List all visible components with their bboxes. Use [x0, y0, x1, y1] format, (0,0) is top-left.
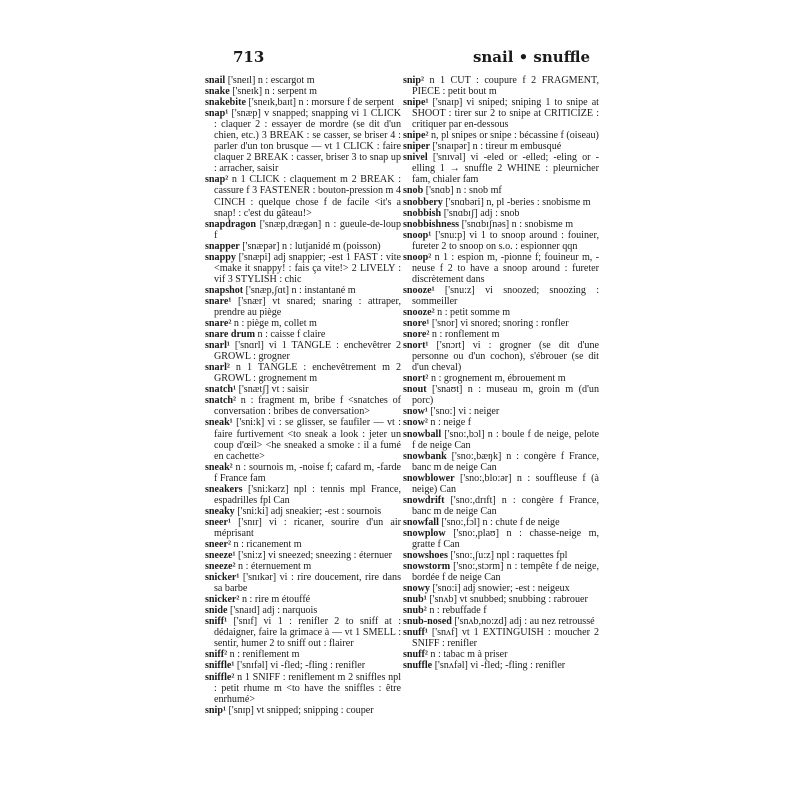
dictionary-entry: [403, 660, 599, 671]
definition: n 1 : espion m, -pionne f; fouineur m, -neuse f 2 to have a snoop around : fureter discrètement dans: [412, 251, 599, 285]
definition: ['snu:z] vi snoozed; snoozing : sommeiller: [412, 284, 599, 307]
dictionary-entry: [205, 75, 401, 86]
headword: snowball: [403, 428, 442, 440]
dictionary-entry: [403, 528, 599, 550]
dictionary-entry: [403, 495, 599, 517]
dictionary-entry: [205, 649, 401, 660]
dictionary-entry: [205, 517, 401, 539]
right-column: [403, 75, 599, 755]
headword: snowstorm: [403, 561, 451, 573]
headword: snowshoes: [403, 550, 448, 562]
headword: snake: [205, 86, 230, 98]
definition: ['sneɪk,baɪt] n : morsure f de serpent: [245, 97, 395, 109]
dictionary-entry: [403, 318, 599, 329]
definition: ['sno:,drɪft] n : congère f France, banc m de neige Can: [412, 494, 599, 517]
dictionary-entry: [403, 583, 599, 594]
definition: n : neige f: [427, 417, 472, 429]
dictionary-entry: [403, 130, 599, 141]
headword: snuff²: [403, 649, 428, 661]
dictionary-entry: [403, 517, 599, 528]
definition: n : sournois m, -noise f; cafard m, -farde f France fam: [214, 461, 401, 484]
dictionary-entry: [403, 230, 599, 252]
definition: n : rire m étouffé: [239, 594, 311, 606]
dictionary-entry: [205, 340, 401, 362]
definition: ['sno:i] adj snowier; -est : neigeux: [429, 583, 570, 595]
definition: ['snɑbɪʃnəs] n : snobisme m: [459, 218, 574, 230]
headword: snow¹: [403, 406, 428, 418]
definition: ['snʌb] vt snubbed; snubbing : rabrouer: [426, 594, 588, 606]
dictionary-entry: [205, 616, 401, 649]
dictionary-entry: [403, 627, 599, 649]
headword: sniff¹: [205, 616, 228, 628]
dictionary-entry: [403, 219, 599, 230]
headword: snare drum: [205, 329, 256, 341]
dictionary-entry: [403, 406, 599, 417]
dictionary-entry: [403, 75, 599, 97]
definition: ['sno:,bæŋk] n : congère f France, banc m de neige Can: [412, 450, 599, 473]
definition: ['snɪp] vt snipped; snipping : couper: [226, 704, 374, 716]
dictionary-entry: [403, 197, 599, 208]
dictionary-entry: [205, 594, 401, 605]
dictionary-entry: [205, 672, 401, 705]
definition: ['snæpər] n : lutjanidé m (poisson): [239, 240, 381, 252]
headword: snowplow: [403, 527, 446, 539]
dictionary-entry: [403, 417, 599, 428]
definition: ['snɪfəl] vi -fled; -fling : renifler: [234, 660, 366, 672]
headword: snobbishness: [403, 218, 460, 230]
headword: snob: [403, 185, 424, 197]
definition: ['snʌb,no:zd] adj : au nez retroussé: [451, 616, 595, 628]
headword: snicker²: [205, 594, 240, 606]
dictionary-entry: [205, 241, 401, 252]
headword: snapdragon: [205, 218, 257, 230]
definition: n 1 CUT : coupure f 2 FRAGMENT, PIECE : petit bout m: [412, 75, 599, 98]
headword: sniff²: [205, 649, 228, 661]
dictionary-entry: [403, 605, 599, 616]
headword: sneakers: [205, 483, 243, 495]
headword: snooze¹: [403, 284, 435, 296]
definition: ['snɑbəri] n, pl -beries : snobisme m: [442, 196, 591, 208]
headword: snort¹: [403, 340, 429, 352]
headword: snuff¹: [403, 627, 428, 639]
headword: snapshot: [205, 284, 244, 296]
dictionary-entry: [403, 649, 599, 660]
headword: snub¹: [403, 594, 427, 606]
definition: ['snɪr] vi : ricaner, sourire d'un air méprisant: [214, 516, 401, 539]
headword: snoop¹: [403, 229, 432, 241]
dictionary-entry: [205, 484, 401, 506]
dictionary-entry: [205, 384, 401, 395]
definition: ['sno:,stɔrm] n : tempête f de neige, bordée f de neige Can: [412, 561, 599, 584]
dictionary-entry: [403, 329, 599, 340]
headword: snowbank: [403, 450, 447, 462]
definition: ['snætʃ] vt : saisir: [236, 384, 309, 396]
definition: ['sno:,plaʊ] n : chasse-neige m, gratte f Can: [412, 527, 599, 550]
headword: snarl¹: [205, 340, 230, 352]
definition: ['snɪkər] vi : rire doucement, rire dans sa barbe: [214, 572, 401, 595]
definition: n : piège m, collet m: [231, 318, 317, 330]
definition: ['snɑrl] vi 1 TANGLE : enchevêtrer 2 GROWL : grogner: [214, 340, 401, 363]
dictionary-entry: [403, 307, 599, 318]
dictionary-entry: [403, 429, 599, 451]
dictionary-entry: [403, 185, 599, 196]
definition: ['snæpi] adj snappier; -est 1 FAST : vite <make it snappy! : fais ça vite!> 2 LIVELY : vif 3 STYLISH : chic: [214, 251, 401, 285]
dictionary-entry: [205, 86, 401, 97]
headword: snatch¹: [205, 384, 237, 396]
definition: ['snu:p] vi 1 to snoop around : fouiner, fureter 2 to snoop on s.o. : espionner qqn: [412, 229, 599, 252]
headword: snapper: [205, 240, 240, 252]
definition: n : ronflement m: [429, 329, 500, 341]
dictionary-entry: [205, 219, 401, 241]
definition: ['sno:] vi : neiger: [427, 406, 500, 418]
page-number: 713: [233, 48, 265, 66]
dictionary-entry: [205, 539, 401, 550]
dictionary-entry: [403, 252, 599, 285]
dictionary-entry: [205, 108, 401, 174]
headword: snakebite: [205, 97, 246, 109]
headword: sneaky: [205, 505, 235, 517]
headword: snoop²: [403, 251, 432, 263]
headword: sneak²: [205, 461, 233, 473]
definition: n, pl snipes or snipe : bécassine f (oiseau): [428, 130, 599, 142]
headword: snowblower: [403, 472, 455, 484]
definition: ['snʌf] vt 1 EXTINGUISH : moucher 2 SNIFF : renifler: [412, 627, 599, 650]
definition: ['snʌfəl] vi -fled; -fling : renifler: [432, 660, 566, 672]
definition: ['sno:,bɔl] n : boule f de neige, pelote f de neige Can: [412, 428, 599, 451]
dictionary-entry: [205, 318, 401, 329]
definition: ['sno:,fɔl] n : chute f de neige: [438, 516, 560, 528]
dictionary-entry: [205, 550, 401, 561]
headword: snappy: [205, 251, 236, 263]
definition: n 1 TANGLE : enchevêtrement m 2 GROWL : grognement m: [214, 362, 401, 385]
dictionary-entry: [205, 705, 401, 716]
headword: snicker¹: [205, 572, 240, 584]
headword: snub²: [403, 605, 427, 617]
dictionary-entry: [205, 252, 401, 285]
dictionary-entry: [403, 616, 599, 627]
definition: n : caisse f claire: [255, 329, 326, 341]
dictionary-entry: [403, 373, 599, 384]
headword: snuffle: [403, 660, 433, 672]
definition: ['snɔrt] vi : grogner (se dit d'une personne ou d'un cochon), s'ébrouer (se dit d'un cheval): [412, 340, 599, 374]
definition: n : reniflement m: [227, 649, 300, 661]
dictionary-entry: [403, 561, 599, 583]
dictionary-entry: [403, 97, 599, 130]
headword: snooze²: [403, 306, 435, 318]
definition: ['snor] vi snored; snoring : ronfler: [429, 318, 569, 330]
dictionary-entry: [403, 208, 599, 219]
headword: sniffle²: [205, 671, 235, 683]
headword: sniffle¹: [205, 660, 235, 672]
left-column: [205, 75, 401, 755]
definition: n : petit somme m: [434, 306, 511, 318]
definition: n : éternuement m: [235, 561, 312, 573]
definition: ['sneɪk] n : serpent m: [229, 86, 318, 98]
definition: ['sni:ki] adj sneakier; -est : sournois: [234, 505, 382, 517]
dictionary-entry: [205, 462, 401, 484]
definition: ['snaɪpər] n : tireur m embusqué: [429, 141, 562, 153]
headword: snap¹: [205, 108, 229, 120]
definition: n 1 CLICK : claquement m 2 BREAK : cassure f 3 FASTENER : bouton-pression m 4 CINCH : quelque chose f de facile <it's a snap! : c'est du gâteau!>: [214, 174, 401, 219]
dictionary-entry: [403, 141, 599, 152]
dictionary-entry: [205, 660, 401, 671]
headword: snowy: [403, 583, 430, 595]
definition: ['snær] vt snared; snaring : attraper, prendre au piège: [214, 295, 401, 318]
headword: snort²: [403, 373, 429, 385]
headword: snare²: [205, 318, 232, 330]
dictionary-entry: [205, 417, 401, 461]
headword: snarl²: [205, 362, 230, 374]
dictionary-entry: [205, 329, 401, 340]
dictionary-entry: [403, 152, 599, 185]
headword: snare¹: [205, 295, 232, 307]
dictionary-entry: [205, 97, 401, 108]
headword: snore²: [403, 329, 430, 341]
definition: n : rebuffade f: [426, 605, 487, 617]
definition: ['snaɪp] vi sniped; sniping 1 to snipe at SHOOT : tirer sur 2 to snipe at CRITICIZE : critiquer par en-dessous: [412, 97, 599, 131]
definition: ['snaʊt] n : museau m, groin m (d'un porc): [412, 384, 599, 407]
headword: snow²: [403, 417, 428, 429]
headword: sneeze¹: [205, 550, 236, 562]
definition: ['sneɪl] n : escargot m: [225, 75, 315, 86]
headword: snivel: [403, 152, 428, 164]
dictionary-entry: [403, 340, 599, 373]
dictionary-entry: [205, 506, 401, 517]
headword: snail: [205, 75, 226, 86]
dictionary-entry: [205, 572, 401, 594]
headword: snobbery: [403, 196, 443, 208]
definition: ['sni:kərz] npl : tennis mpl France, espadrilles fpl Can: [214, 483, 401, 506]
definition: ['sno:,ʃu:z] npl : raquettes fpl: [447, 550, 568, 562]
dictionary-entry: [205, 362, 401, 384]
dictionary-entry: [205, 605, 401, 616]
dictionary-entry: [403, 594, 599, 605]
headword: snide: [205, 605, 228, 617]
headword: snipe²: [403, 130, 429, 142]
dictionary-entry: [403, 451, 599, 473]
headword: snipe¹: [403, 97, 429, 109]
dictionary-entry: [205, 174, 401, 218]
dictionary-entry: [205, 296, 401, 318]
dictionary-entry: [403, 473, 599, 495]
dictionary-entry: [205, 561, 401, 572]
headword: sniper: [403, 141, 430, 153]
dictionary-entry: [403, 285, 599, 307]
dictionary-entry: [205, 395, 401, 417]
dictionary-entry: [205, 285, 401, 296]
headword: snip²: [403, 75, 424, 86]
definition: ['sni:z] vi sneezed; sneezing : éternuer: [235, 550, 393, 562]
definition: ['snaɪd] adj : narquois: [227, 605, 318, 617]
dictionary-entry: [403, 550, 599, 561]
definition: ['snæp,ʃɑt] n : instantané m: [243, 284, 356, 296]
definition: ['sni:k] vi : se glisser, se faufiler — vt : faire furtivement <to sneak a look : jeter un coup d'œil> <he sneaked a smoke : il a fumé en cachette>: [214, 417, 401, 462]
running-head: snail • snuffle: [472, 48, 590, 66]
definition: ['snɪvəl] vi -eled or -elled; -eling or -elling 1 → snuffle 2 WHINE : pleurnicher fam, chialer fam: [412, 152, 599, 186]
headword: snub-nosed: [403, 616, 452, 628]
headword: sneer¹: [205, 516, 232, 528]
definition: ['sno:,blo:ər] n : souffleuse f (à neige) Can: [412, 472, 599, 495]
headword: snout: [403, 384, 427, 396]
headword: snip¹: [205, 704, 226, 716]
definition: n 1 SNIFF : reniflement m 2 sniffles npl : petit rhume m <to have the sniffles : être enrhumé>: [214, 671, 401, 705]
headword: snore¹: [403, 318, 430, 330]
dictionary-entry: [403, 384, 599, 406]
headword: snatch²: [205, 395, 237, 407]
definition: ['snæp,drægən] n : gueule-de-loup f: [214, 218, 401, 241]
headword: snowfall: [403, 516, 439, 528]
definition: n : tabac m à priser: [427, 649, 508, 661]
headword: snobbish: [403, 207, 442, 219]
definition: n : fragment m, bribe f <snatches of conversation : bribes de conversation>: [214, 395, 401, 418]
headword: snap²: [205, 174, 229, 186]
headword: snowdrift: [403, 494, 445, 506]
headword: sneak¹: [205, 417, 233, 429]
definition: n : ricanement m: [231, 538, 302, 550]
definition: ['snɑb] n : snob mf: [423, 185, 502, 197]
definition: ['snæp] v snapped; snapping vi 1 CLICK : claquer 2 : essayer de mordre (se dit d'un chien, etc.) 3 BREAK : se casser, se briser 4 : parler d'un ton brusque — vt 1 CLICK : faire claquer 2 BREAK : casser, briser 3 to snap up : arracher, saisir: [214, 108, 401, 175]
definition: ['snɑbɪʃ] adj : snob: [441, 207, 520, 219]
headword: sneeze²: [205, 561, 236, 573]
definition: n : grognement m, ébrouement m: [428, 373, 566, 385]
page-header: [205, 48, 598, 74]
definition: ['snɪf] vi 1 : renifler 2 to sniff at : dédaigner, faire la grimace à — vt 1 SMELL : sentir, humer 2 to sniff out : flairer: [214, 616, 401, 650]
headword: sneer²: [205, 538, 232, 550]
